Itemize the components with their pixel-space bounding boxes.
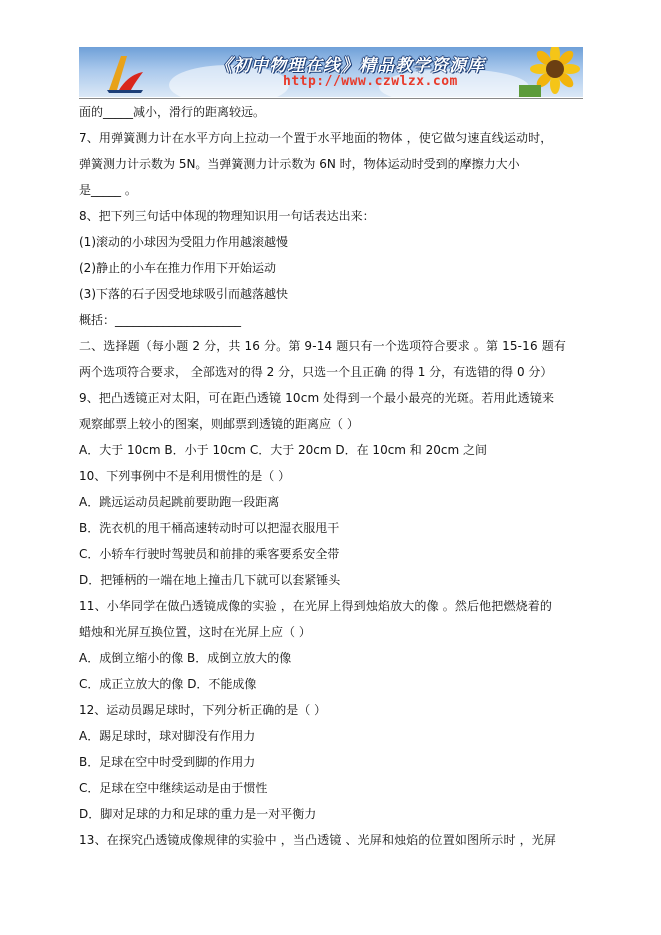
question-8: 8、把下列三句话中体现的物理知识用一句话表达出来： [79,209,375,223]
text-line: 蜡烛和光屏互换位置，这时在光屏上应（ ） [79,625,311,639]
text-line: 两个选项符合要求， 全部选对的得 2 分，只选一个且正确 的得 1 分，有选错的得 0 分） [79,365,553,379]
answer-option: A．踢足球时，球对脚没有作用力 [79,729,256,743]
text-line: 面的_____减小，滑行的距离较远。 [79,105,266,119]
answer-option: D．把锤柄的一端在地上撞击几下就可以套紧锤头 [79,573,341,587]
answer-options: C．成正立放大的像 D．不能成像 [79,677,257,691]
answer-option: C．足球在空中继续运动是由于惯性 [79,781,268,795]
question-10: 10、下列事例中不是利用惯性的是（ ） [79,469,291,483]
question-13: 13、在探究凸透镜成像规律的实验中 ，当凸透镜 、光屏和烛焰的位置如图所示时 ，光屏 [79,833,557,847]
text-line: 概括：_____________________ [79,313,242,327]
question-9: 9、把凸透镜正对太阳，可在距凸透镜 10cm 处得到一个最小最亮的光斑。若用此透镜来 [79,391,555,405]
answer-option: B．足球在空中时受到脚的作用力 [79,755,256,769]
text-line: (1)滚动的小球因为受阻力作用越滚越慢 [79,235,288,249]
text-line: 弹簧测力计示数为 5N。当弹簧测力计示数为 6N 时，物体运动时受到的摩擦力大小 [79,157,520,171]
section-heading: 二、选择题（每小题 2 分，共 16 分。第 9-14 题只有一个选项符合要求 。第 15-16 题有 [79,339,566,353]
site-logo-icon [103,50,147,94]
sunflower-icon [519,47,583,97]
site-title: 《初中物理在线》精品教学资源库 [215,56,485,76]
question-7: 7、用弹簧测力计在水平方向上拉动一个置于水平地面的物体 ，使它做匀速直线运动时， [79,131,553,145]
answer-options: A．大于 10cm B．小于 10cm C．大于 20cm D．在 10cm 和 20cm 之间 [79,443,487,457]
question-12: 12、运动员踢足球时，下列分析正确的是（ ） [79,703,327,717]
text-line: (2)静止的小车在推力作用下开始运动 [79,261,276,275]
text-line: 是_____ 。 [79,183,137,197]
site-url[interactable]: http://www.czwlzx.com [283,74,458,89]
answer-option: A．跳远运动员起跳前要助跑一段距离 [79,495,280,509]
answer-option: B．洗衣机的甩干桶高速转动时可以把湿衣服甩干 [79,521,340,535]
text-line: (3)下落的石子因受地球吸引而越落越快 [79,287,288,301]
question-11: 11、小华同学在做凸透镜成像的实验 ，在光屏上得到烛焰放大的像 。然后他把燃烧着的 [79,599,553,613]
answer-option: D．脚对足球的力和足球的重力是一对平衡力 [79,807,317,821]
header-divider [79,98,583,99]
site-banner [79,47,583,97]
text-line: 观察邮票上较小的图案，则邮票到透镜的距离应（ ） [79,417,359,431]
answer-options: A．成倒立缩小的像 B．成倒立放大的像 [79,651,292,665]
answer-option: C．小轿车行驶时驾驶员和前排的乘客要系安全带 [79,547,340,561]
